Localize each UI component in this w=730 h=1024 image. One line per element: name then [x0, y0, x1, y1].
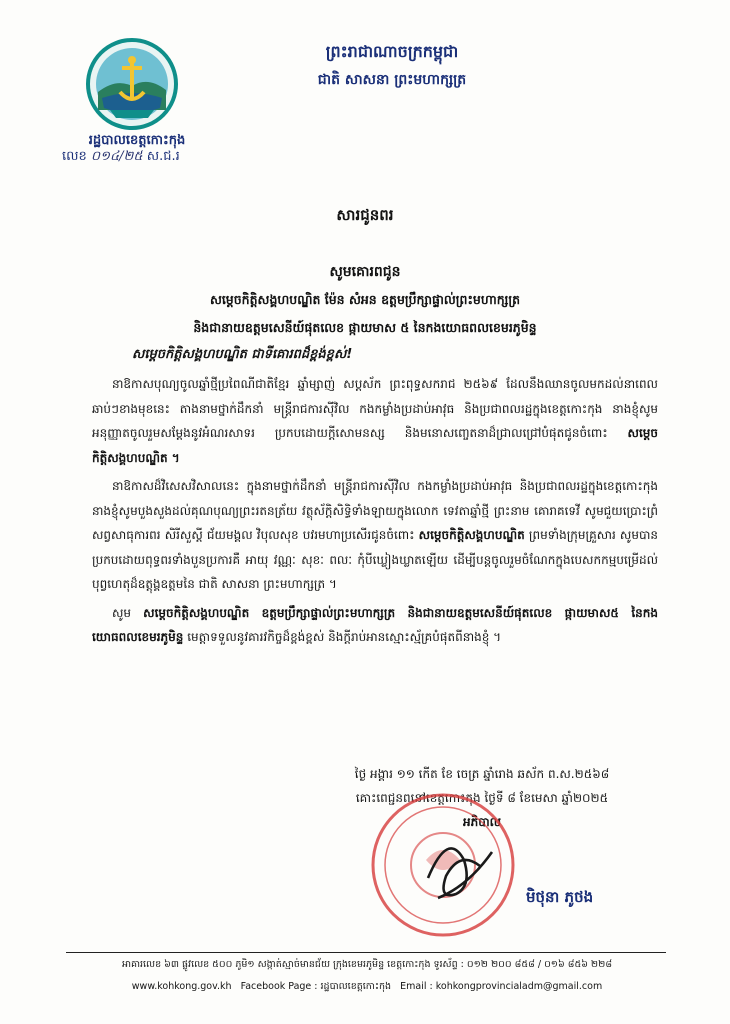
ref-suffix: ស.ជ.រ — [146, 149, 180, 164]
footer-facebook-label: Facebook Page : — [240, 981, 318, 992]
footer-website[interactable]: www.kohkong.gov.kh — [131, 981, 232, 992]
provincial-emblem-logo — [86, 38, 178, 130]
paragraph-2-tail: ព្រមទាំងក្រុមគ្រួសារ សូមបានប្រកបដោយពុទ្ធពរទាំងបួនប្រការគឺ អាយុ វណ្ណៈ សុខៈ ពលៈ កុំបីឃ្លៀងឃ្លាតឡើយ ដើម្បីបន្តចូលរួមចំណែកក្នុងបេសកកម្មបម្រើដល់បុព្វហេតុដ៏ឧត្តុង្គឧត្តមនៃ ជាតិ សាសនា ព្រះមហាក្សត្រ ។ — [92, 528, 658, 591]
signer-position: អភិបាល — [462, 815, 502, 829]
recipient-line-1: សម្ដេចកិត្តិសង្គហបណ្ឌិត ម៉ែន សំអន ឧត្ដមប្រឹក្សាផ្ទាល់ព្រះមហាក្សត្រ — [209, 292, 521, 307]
paragraph-3-tail: មេត្តាទទួលនូវគារវកិច្ចដ៏ខ្ពង់ខ្ពស់ និងក្ដីរាប់អានស្មោះស្ម័គ្របំផុតពីនាងខ្ញុំ ។ — [187, 630, 502, 644]
reference-number — [62, 148, 180, 167]
paragraph-2 — [92, 474, 658, 597]
kingdom-name: ព្រះរាជាណាចក្រកម្ពុជា — [325, 42, 459, 61]
office-name: រដ្ឋបាលខេត្តកោះកុង — [88, 133, 186, 148]
official-seal-stamp — [368, 790, 518, 940]
solar-date: គោះពេជ្ជនពនៅខេត្តកោះកុង ថ្ងៃទី ៨ ខែមេសា ឆ្នាំ២០២៥ — [355, 791, 609, 805]
signer-name: មិថុនា ភូថង — [526, 888, 594, 906]
letter-body — [92, 372, 658, 654]
footer-email-value[interactable]: kohkongprovincialadm@gmail.com — [435, 981, 603, 992]
paragraph-2-text: នាឱកាសដ៏វិសេសវិសាលនេះ ក្នុងនាមថ្នាក់ដឹកនាំ មន្ត្រីរាជការស៊ីវិល កងកម្លាំងប្រដាប់អាវុធ និងប្រជាពលរដ្ឋក្នុងខេត្តកោះកុង នាងខ្ញុំសូមបួងសួងដល់គុណបុណ្យព្រះរតនត្រ័យ វត្ថុស័ក្ដិសិទ្ធិទាំងឡាយក្នុងលោក ទេវតាឆ្នាំថ្មី ព្រះនាម គោរាគទេវី សូមជួយប្រោះព្រំ សព្វសាធុការពរ សិរីសួស្ដី ជ័យមង្គល វិបុលសុខ បវរមហាប្រសើរជូនចំពោះ — [92, 479, 658, 542]
respect-line: សូមគោរពជូន — [329, 264, 401, 280]
lunar-date: ថ្ងៃ អង្គារ ១១ កើត ខែ ចេត្រ ឆ្នាំរោង ឆស័ក ព.ស.២៥៦៨ — [354, 767, 610, 781]
footer-contacts — [62, 980, 672, 994]
national-motto: ជាតិ សាសនា ព្រះមហាក្សត្រ — [317, 72, 467, 88]
paragraph-3-lead: សូម — [112, 605, 132, 620]
salutation: សម្ដេចកិត្តិសង្គហបណ្ឌិត ជាទីគោរពដ៏ខ្ពង់ខ្ពស់! — [132, 347, 353, 362]
paragraph-1-bold: សម្ដេចកិត្តិសង្គហបណ្ឌិត ។ — [92, 426, 658, 465]
paragraph-3 — [92, 601, 658, 650]
recipient-line-2: និងជានាយឧត្តមសេនីយ៍ផុតលេខ ផ្កាយមាស ៥ នៃកងយោធពលខេមរភូមិន្ទ — [193, 320, 537, 335]
ref-label: លេខ — [62, 149, 87, 164]
paragraph-2-bold: សម្ដេចកិត្តិសង្គហបណ្ឌិត — [418, 528, 525, 542]
footer-divider — [66, 952, 666, 953]
ref-number: ០១៤/២៥ — [90, 149, 143, 164]
footer-facebook-value[interactable]: រដ្ឋបាលខេត្តកោះកុង — [320, 981, 392, 992]
footer-address: អាគារលេខ ៦៣ ផ្លូវលេខ ៥០០ ភូមិ១ សង្កាត់ស្មាច់មានជ័យ ក្រុងខេមរភូមិន្ទ ខេត្តកោះកុង ទូរស័ព្ទ : ០១២ ២០០ ៨៥៨ / ០១៦ ៨៥៦ ២២៨ — [121, 959, 613, 970]
footer-email-label: Email : — [400, 981, 433, 992]
paragraph-1 — [92, 372, 658, 470]
kingdom-header — [272, 38, 512, 94]
paragraph-1-text: នាឱកាសបុណ្យចូលឆ្នាំថ្មីប្រពៃណីជាតិខ្មែរ ឆ្នាំម្សាញ់ សប្ដស័ក ព្រះពុទ្ធសករាជ ២៥៦៩ ដែលនឹងឈានចូលមកដល់នាពេលឆាប់ៗខាងមុខនេះ តាងនាមថ្នាក់ដឹកនាំ មន្ត្រីរាជការស៊ីវិល កងកម្លាំងប្រដាប់អាវុធ និងប្រជាពលរដ្ឋក្នុងខេត្តកោះកុង នាងខ្ញុំសូមអនុញ្ញាតចូលរួមសម្ដែងនូវអំណរសាទរ ប្រកបដោយក្ដីសោមនស្ស និងមនោសញ្ចេតនាដ៏ជ្រាលជ្រៅបំផុតជូនចំពោះ — [92, 377, 658, 440]
paragraph-3-bold: សម្ដេចកិត្តិសង្គហបណ្ឌិត ឧត្ដមប្រឹក្សាផ្ទាល់ព្រះមហាក្សត្រ និងជានាយឧត្តមសេនីយ៍ផុតលេខ ផ្កាយមាស៥ នៃកងយោធពលខេមរភូមិន្ទ — [92, 605, 658, 644]
letter-title: សារជូនពរ — [336, 206, 394, 224]
